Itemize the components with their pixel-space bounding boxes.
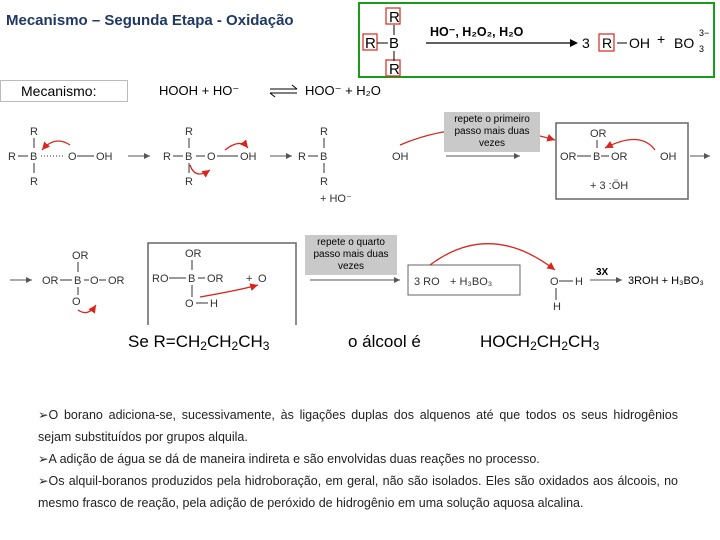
svg-text:O: O	[550, 276, 559, 288]
r-bottom: R	[389, 61, 400, 78]
r1-plus-ho: + HO⁻	[320, 193, 352, 205]
svg-text:R: R	[185, 176, 193, 188]
r-definition: Se $R=CH_2CH_2CH_3$	[128, 332, 270, 353]
svg-text:OH: OH	[660, 151, 677, 163]
alcohol-formula: $HOCH_2CH_2CH_3$	[480, 332, 600, 353]
svg-text:RO: RO	[152, 273, 169, 285]
r1-r-top: R	[30, 126, 38, 138]
product-coefficient: 3	[582, 35, 590, 51]
svg-text:O: O	[185, 298, 194, 310]
svg-text:R: R	[185, 126, 193, 138]
svg-text:B: B	[185, 151, 193, 163]
svg-text:O: O	[258, 273, 267, 285]
note-repeat-first: repete o primeiro passo mais duas vezes	[444, 112, 540, 152]
svg-text:OH: OH	[240, 151, 257, 163]
svg-text:B: B	[74, 275, 82, 287]
svg-text:R: R	[163, 151, 171, 163]
times-three: 3X	[596, 267, 609, 278]
product-r: R	[602, 35, 613, 51]
svg-text:R: R	[320, 176, 328, 188]
svg-text:B: B	[188, 273, 196, 285]
svg-text:B: B	[320, 151, 328, 163]
explanation-bullets	[38, 404, 678, 514]
svg-text:R: R	[320, 126, 328, 138]
svg-text:OH: OH	[392, 151, 409, 163]
svg-text:O: O	[72, 296, 81, 308]
svg-text:+: +	[246, 273, 253, 285]
bullet-1: ➢O borano adiciona-se, sucessivamente, às ligações duplas dos alquenos até que todos os seus hidrogênios sejam substituídos por grupos alquila.	[38, 408, 678, 444]
equilibrium-reaction	[155, 80, 405, 102]
borate: BO	[674, 35, 695, 51]
boron: B	[389, 35, 400, 52]
overall-reaction-diagram	[360, 4, 715, 78]
bullet-2: ➢A adição de água se dá de maneira indireta e são envolvidas duas reações no processo.	[38, 452, 540, 466]
svg-text:+ H₃BO₃: + H₃BO₃	[450, 276, 493, 288]
svg-text:OR: OR	[108, 275, 125, 287]
reaction-conditions: HO⁻, H₂O₂, H₂O	[430, 25, 524, 39]
alcohol-is-label: o álcool é	[348, 332, 421, 351]
r1-r-left: R	[8, 151, 16, 163]
r-top: R	[389, 9, 400, 26]
svg-text:H: H	[553, 301, 561, 313]
equilibrium-right: HOO⁻ + H₂O	[305, 83, 381, 98]
svg-text:O: O	[90, 275, 99, 287]
svg-text:B: B	[593, 151, 601, 163]
svg-text:H: H	[210, 298, 218, 310]
r1-oh: OH	[96, 151, 113, 163]
r1-b: B	[30, 151, 38, 163]
equilibrium-left: HOOH + HO⁻	[159, 83, 240, 98]
svg-text:3 RO: 3 RO	[414, 276, 440, 288]
svg-text:OR: OR	[590, 128, 607, 140]
svg-text:OR: OR	[560, 151, 577, 163]
borate-sub: 3	[699, 44, 705, 54]
svg-text:OR: OR	[72, 250, 89, 262]
mechanism-label: Mecanismo:	[0, 80, 128, 102]
svg-text:OR: OR	[42, 275, 59, 287]
svg-text:H: H	[575, 276, 583, 288]
bullet-3: ➢Os alquil-boranos produzidos pela hidroboração, em geral, não são isolados. Eles são oxidados aos álcoois, no mesmo frasco de reação, pela adição de peróxido de hidrogênio em uma solução aquosa alcalina.	[38, 474, 678, 510]
svg-text:OR: OR	[611, 151, 628, 163]
svg-text:OR: OR	[185, 248, 202, 260]
svg-text:+ 3 :ÖH: + 3 :ÖH	[590, 180, 629, 192]
final-products: 3ROH + H₃BO₃	[628, 275, 704, 287]
r1-o: O	[68, 151, 77, 163]
svg-text:OR: OR	[207, 273, 224, 285]
r1-r-bottom: R	[30, 176, 38, 188]
mechanism-row-1	[0, 110, 720, 210]
product-oh: OH	[629, 35, 650, 51]
r-left: R	[365, 35, 376, 52]
svg-text:O: O	[207, 151, 216, 163]
borate-charge: 3−	[699, 28, 710, 38]
note-repeat-fourth: repete o quarto passo mais duas vezes	[305, 235, 397, 275]
page-title: Mecanismo – Segunda Etapa - Oxidação	[6, 12, 294, 29]
plus-sign: +	[657, 31, 666, 47]
overall-reaction-box	[358, 2, 715, 78]
svg-text:R: R	[298, 151, 306, 163]
